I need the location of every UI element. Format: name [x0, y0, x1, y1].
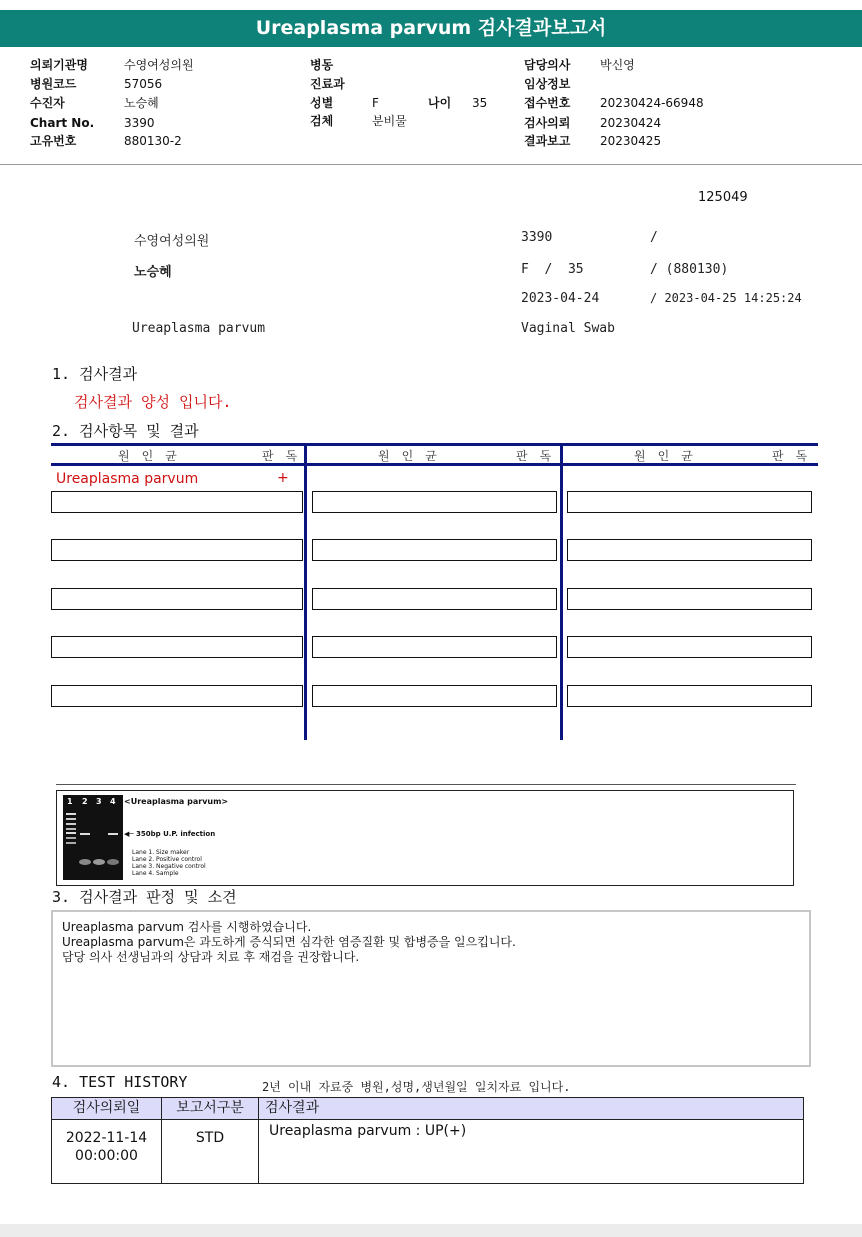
- summary-patient: 노승혜: [134, 265, 172, 280]
- col3-judge-header: 판독: [772, 449, 820, 463]
- gel-image: [63, 795, 123, 880]
- hospital-code-label: 병원코드: [30, 77, 77, 91]
- institution-value: 수영여성의원: [124, 58, 194, 72]
- result-cell-r5-c1: [51, 685, 303, 707]
- specimen-label: 검체: [310, 114, 334, 128]
- request-label: 검사의뢰: [524, 116, 571, 130]
- hospital-code-value: 57056: [124, 77, 163, 91]
- report-label: 결과보고: [524, 134, 571, 148]
- result-row1-name: Ureaplasma parvum: [56, 471, 199, 487]
- result-cell-r1-c2: [312, 491, 557, 513]
- col3-germ-header: 원인균: [634, 449, 705, 463]
- summary-chart: 3390: [521, 230, 553, 245]
- summary-birth: / (880130): [650, 262, 729, 277]
- patient-value: 노승혜: [124, 96, 159, 110]
- col2-germ-header: 원인균: [378, 449, 449, 463]
- doctor-label: 담당의사: [524, 58, 571, 72]
- result-row1-value: +: [277, 470, 289, 486]
- result-cell-r4-c3: [567, 636, 812, 658]
- summary-institution: 수영여성의원: [134, 234, 210, 249]
- history-note: 2년 이내 자료중 병원,성명,생년월일 일치자료 입니다.: [262, 1080, 571, 1094]
- report-title: Ureaplasma parvum 검사결과보고서: [0, 10, 862, 47]
- ward-label: 병동: [310, 58, 334, 72]
- summary-request-date: 2023-04-24: [521, 291, 600, 306]
- header-divider: [0, 164, 862, 165]
- patient-label: 수진자: [30, 96, 65, 110]
- history-header-type: 보고서구분: [161, 1097, 259, 1120]
- gel-arrow-icon: ◀─: [124, 830, 134, 838]
- gel-legend-2: Lane 2. Positive control: [132, 856, 202, 863]
- gel-title: <Ureaplasma parvum>: [124, 797, 229, 806]
- gel-lane-2: 2: [82, 797, 88, 806]
- opinion-text: [62, 920, 516, 965]
- institution-label: 의뢰기관명: [30, 58, 88, 72]
- report-value: 20230425: [600, 134, 662, 148]
- result-cell-r3-c1: [51, 588, 303, 610]
- unique-label: 고유번호: [30, 134, 77, 148]
- opinion-line-2: Ureaplasma parvum은 과도하게 증식되면 심각한 염증질환 및 합병증을 일으킵니다.: [62, 935, 516, 949]
- result-cell-r1-c3: [567, 491, 812, 513]
- section2-title: 2. 검사항목 및 결과: [52, 422, 199, 440]
- col1-judge-header: 판독: [262, 449, 310, 463]
- summary-slash: /: [650, 230, 658, 245]
- history-row-date: [51, 1119, 162, 1184]
- result-cell-r4-c1: [51, 636, 303, 658]
- result-cell-r2-c3: [567, 539, 812, 561]
- opinion-line-3: 담당 의사 선생님과의 상담과 치료 후 재검을 권장합니다.: [62, 950, 360, 964]
- summary-sex-age: F / 35: [521, 262, 584, 277]
- history-row-result: Ureaplasma parvum : UP(+): [258, 1119, 804, 1184]
- opinion-box: [51, 910, 811, 1067]
- grid-divider-2: [560, 443, 563, 740]
- clinical-label: 임상정보: [524, 77, 571, 91]
- report-id: 125049: [698, 190, 748, 205]
- gel-lane-1: 1: [67, 797, 73, 806]
- result-cell-r5-c2: [312, 685, 557, 707]
- gel-top-rule: [56, 784, 796, 785]
- result-cell-r3-c2: [312, 588, 557, 610]
- section1-title: 1. 검사결과: [52, 365, 138, 383]
- gel-lane-3: 3: [96, 797, 102, 806]
- history-time: 00:00:00: [75, 1148, 138, 1164]
- result-cell-r2-c1: [51, 539, 303, 561]
- section4-title: 4. TEST HISTORY: [52, 1073, 188, 1091]
- page-footer: [0, 1224, 862, 1237]
- result-cell-r2-c2: [312, 539, 557, 561]
- history-header-date: 검사의뢰일: [51, 1097, 162, 1120]
- history-date: 2022-11-14: [65, 1130, 148, 1146]
- sex-label: 성별: [310, 96, 334, 110]
- gel-legend-1: Lane 1. Size maker: [132, 849, 190, 856]
- chart-label: Chart No.: [30, 116, 95, 130]
- age-label: 나이: [428, 96, 452, 110]
- grid-divider-1: [304, 443, 307, 740]
- history-header-result: 검사결과: [258, 1097, 804, 1120]
- section3-title: 3. 검사결과 판정 및 소견: [52, 888, 237, 906]
- doctor-value: 박신영: [600, 58, 635, 72]
- result-cell-r3-c3: [567, 588, 812, 610]
- result-cell-r4-c2: [312, 636, 557, 658]
- unique-value: 880130-2: [124, 134, 182, 148]
- opinion-line-1: Ureaplasma parvum 검사를 시행하였습니다.: [62, 920, 312, 934]
- request-value: 20230424: [600, 116, 662, 130]
- gel-lane-4: 4: [110, 797, 116, 806]
- result-cell-r5-c3: [567, 685, 812, 707]
- dept-label: 진료과: [310, 77, 345, 91]
- gel-legend-3: Lane 3. Negative control: [132, 863, 206, 870]
- chart-value: 3390: [124, 116, 155, 130]
- section1-result: 검사결과 양성 입니다.: [74, 393, 232, 411]
- summary-test-name: Ureaplasma parvum: [132, 321, 266, 336]
- summary-specimen: Vaginal Swab: [521, 321, 615, 336]
- age-value: 35: [472, 96, 488, 110]
- col2-judge-header: 판독: [516, 449, 564, 463]
- grid-top-rule: [51, 443, 818, 446]
- col1-germ-header: 원인균: [118, 449, 189, 463]
- receipt-value: 20230424-66948: [600, 96, 704, 110]
- summary-report-datetime: / 2023-04-25 14:25:24: [650, 291, 802, 305]
- gel-bands: [63, 795, 123, 880]
- gel-legend-4: Lane 4. Sample: [132, 870, 179, 877]
- history-row-type: STD: [161, 1119, 259, 1184]
- result-cell-r1-c1: [51, 491, 303, 513]
- gel-band-label: 350bp U.P. infection: [136, 830, 216, 838]
- sex-value: F: [372, 96, 379, 110]
- specimen-value: 분비물: [372, 114, 407, 128]
- receipt-label: 접수번호: [524, 96, 571, 110]
